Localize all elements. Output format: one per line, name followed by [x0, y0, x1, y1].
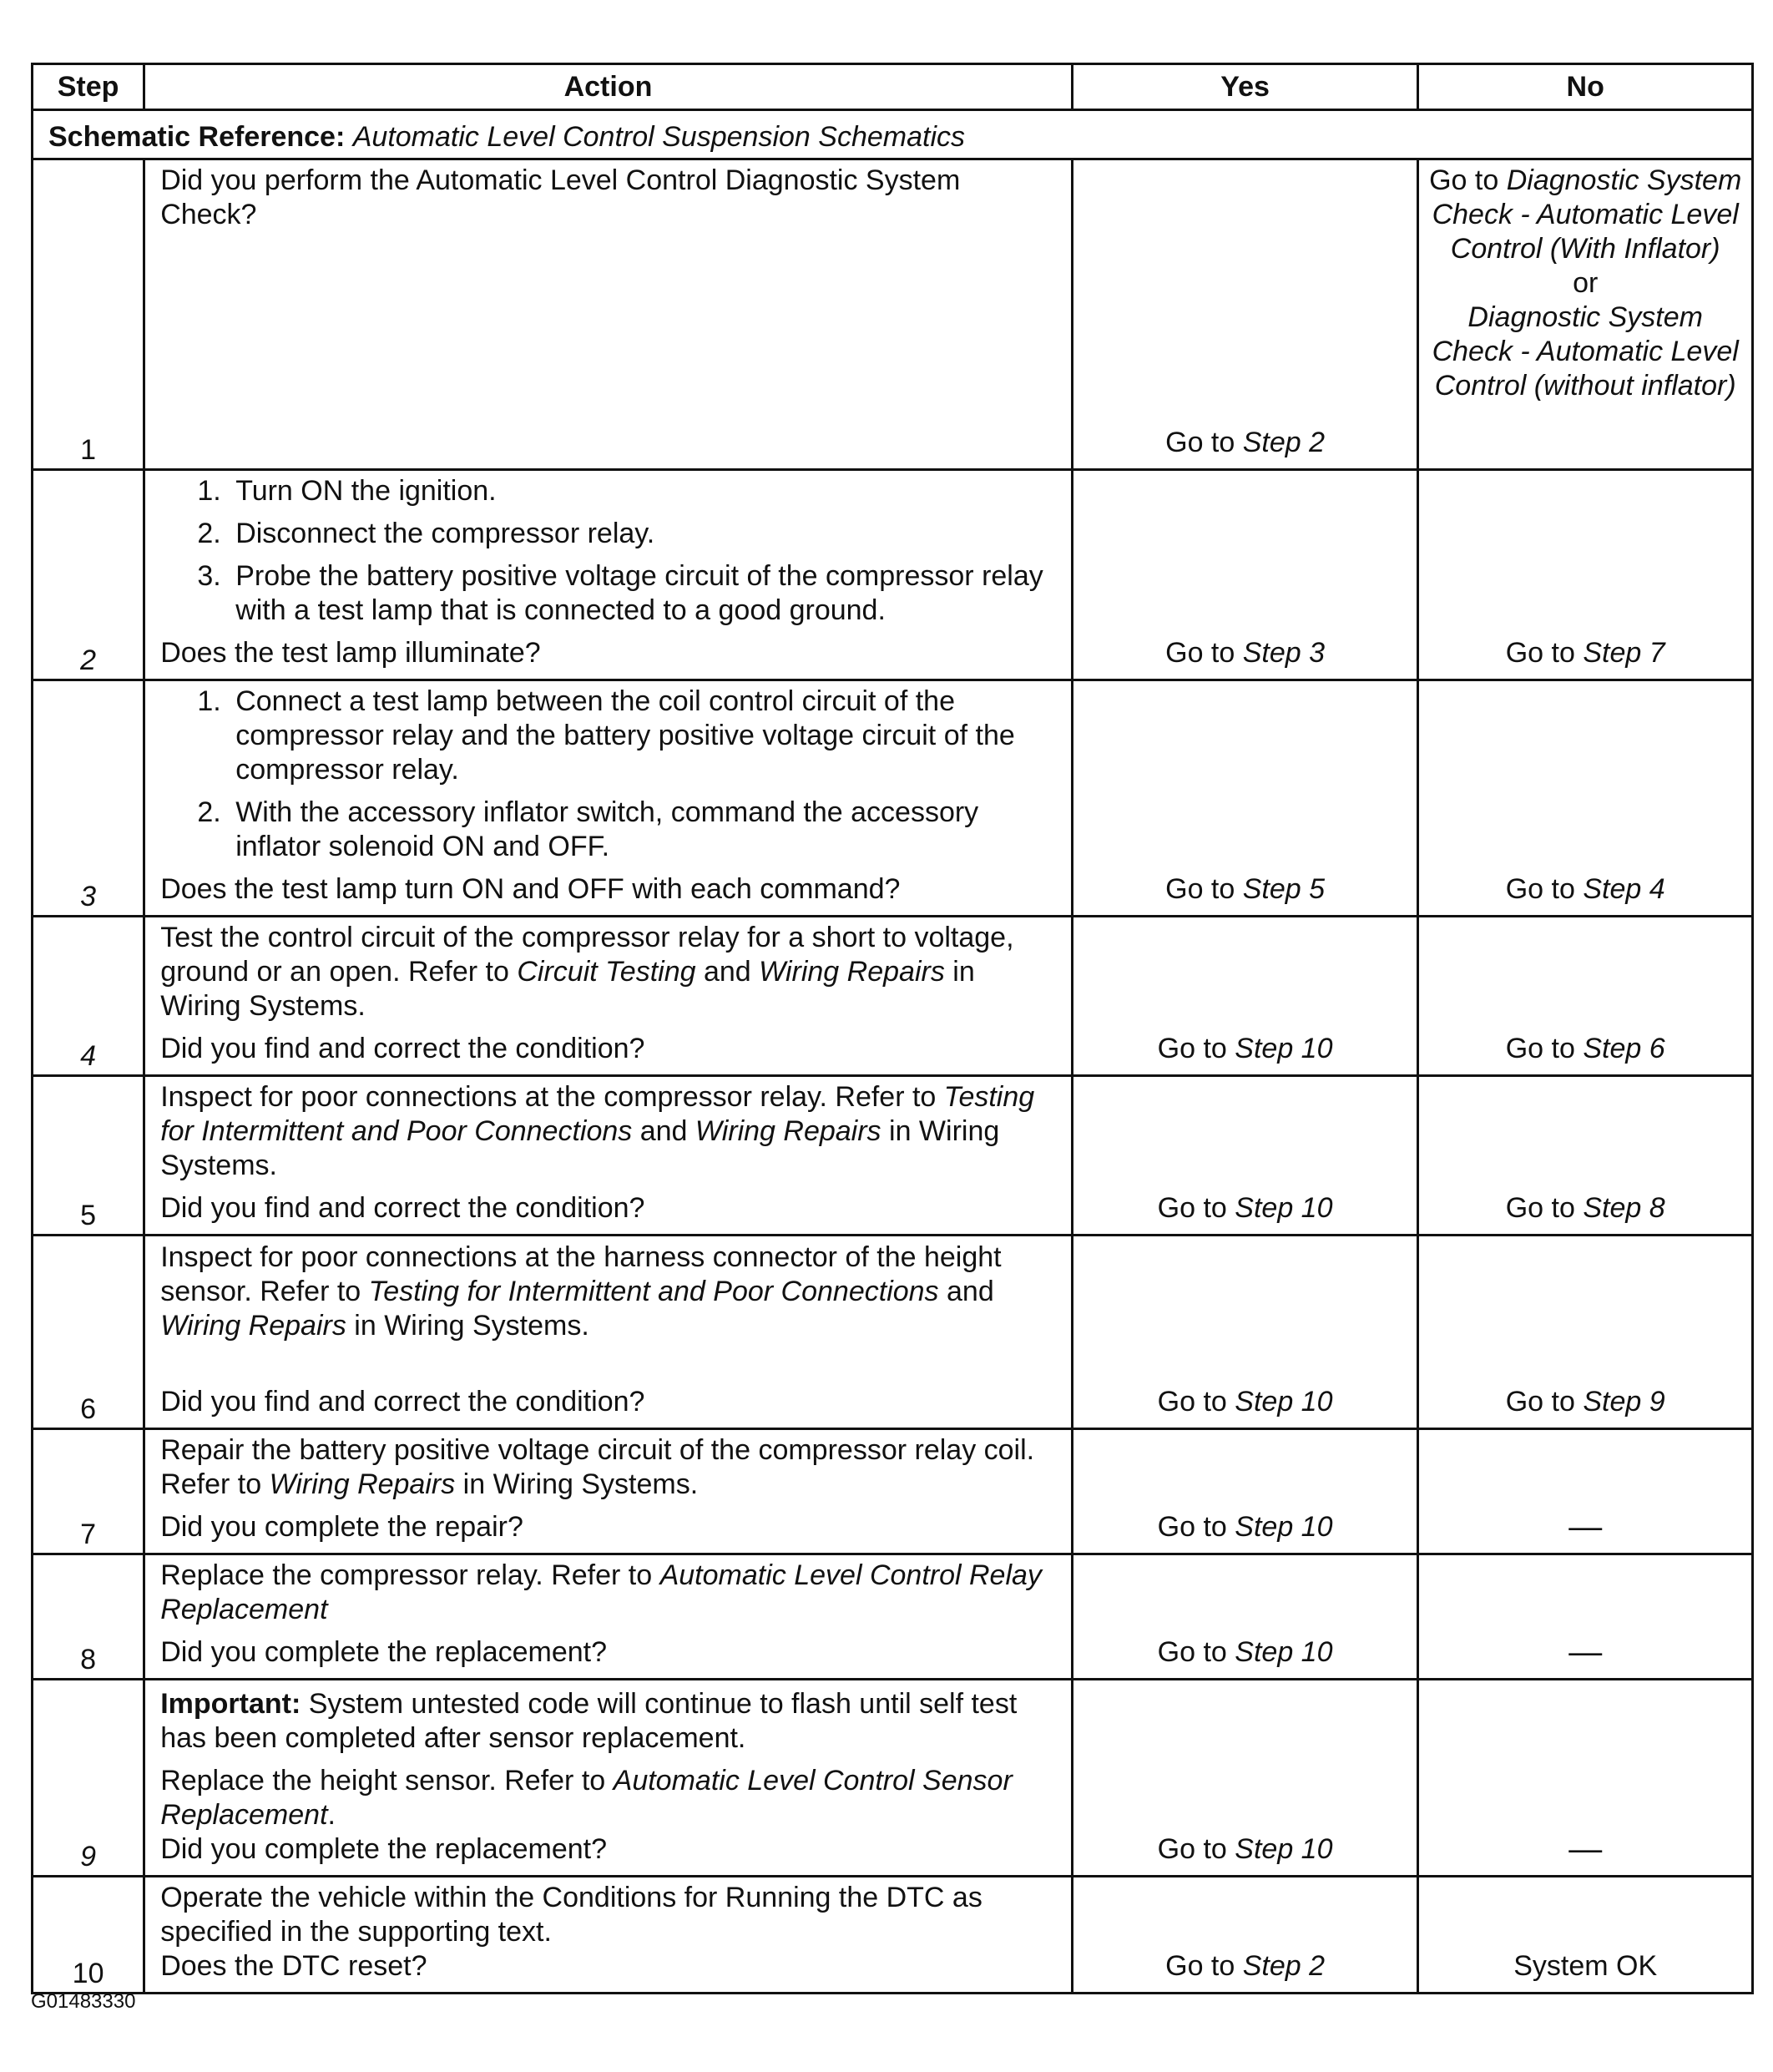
figure-id: G01483330: [31, 1990, 136, 2013]
yes-step-link[interactable]: Step 10: [1235, 1833, 1333, 1865]
question: Does the DTC reset?: [160, 1950, 427, 1982]
no-prefix: Go to: [1505, 637, 1584, 669]
no-cell: [1418, 470, 1753, 680]
action-cell: [144, 680, 1073, 917]
no-link-without-inflator[interactable]: Diagnostic System Check - Automatic Level Control (without inflator): [1432, 301, 1739, 402]
list-item: 2. With the accessory inflator switch, command the accessory inflator solenoid ON and OFF.: [229, 796, 1056, 864]
yes-cell: [1072, 470, 1418, 680]
table-row: [33, 917, 1753, 1076]
schematic-row: [33, 110, 1753, 159]
instruction: [160, 1080, 1056, 1183]
action-cell: [144, 1076, 1073, 1236]
no-cell: —: [1418, 1680, 1753, 1877]
yes-cell: [1072, 1554, 1418, 1680]
no-step-link[interactable]: Step 9: [1583, 1386, 1665, 1418]
header-no: No: [1418, 64, 1753, 110]
step-number: 8: [33, 1554, 144, 1680]
yes-cell: [1072, 1429, 1418, 1554]
instruction: [160, 921, 1056, 1023]
table-row: [33, 1429, 1753, 1554]
ref-link[interactable]: Testing for Intermittent and Poor Connections: [368, 1276, 939, 1307]
yes-step-link[interactable]: Step 10: [1235, 1636, 1333, 1668]
table-row: [33, 1877, 1753, 1994]
ref-link[interactable]: Wiring Repairs: [160, 1310, 346, 1342]
yes-prefix: Go to: [1157, 1833, 1235, 1865]
no-prefix: Go to: [1505, 1386, 1584, 1418]
yes-prefix: Go to: [1157, 1386, 1235, 1418]
text-span: Inspect for poor connections at the harness connector of the height sensor. Refer to: [160, 1241, 1002, 1307]
no-step-link[interactable]: Step 6: [1583, 1033, 1665, 1064]
action-cell: [144, 1429, 1073, 1554]
ref-link[interactable]: Testing for Intermittent and Poor Connections: [160, 1081, 1035, 1147]
yes-step-link[interactable]: Step 10: [1235, 1386, 1333, 1418]
header-action: Action: [144, 64, 1073, 110]
no-step-link[interactable]: Step 7: [1583, 637, 1665, 669]
text-span: Replace the height sensor. Refer to: [160, 1765, 614, 1797]
step-number: 2: [33, 470, 144, 680]
yes-step-link[interactable]: Step 5: [1242, 873, 1326, 905]
question: Does the test lamp turn ON and OFF with each command?: [160, 873, 901, 905]
step-number: 4: [33, 917, 144, 1076]
yes-cell: [1072, 1236, 1418, 1429]
action-cell: [144, 1554, 1073, 1680]
ref-link[interactable]: Wiring Repairs: [269, 1468, 456, 1500]
table-row: [33, 470, 1753, 680]
no-link-inflator[interactable]: Diagnostic System Check - Automatic Level Control (With Inflator): [1432, 164, 1742, 265]
important-label: Important:: [160, 1688, 301, 1720]
header-row: [33, 64, 1753, 110]
important-note: [160, 1687, 1056, 1756]
text-span: and: [695, 956, 760, 988]
yes-step-link[interactable]: Step 10: [1235, 1511, 1333, 1543]
ref-link[interactable]: Wiring Repairs: [759, 956, 945, 988]
no-cell: [1418, 917, 1753, 1076]
table-row: [33, 159, 1753, 470]
yes-cell: [1072, 159, 1418, 470]
yes-prefix: Go to: [1165, 427, 1243, 458]
text-span: Replace the compressor relay. Refer to: [160, 1559, 660, 1591]
header-yes: Yes: [1072, 64, 1418, 110]
step-number: 9: [33, 1680, 144, 1877]
action-cell: [144, 470, 1073, 680]
text-span: and: [938, 1276, 994, 1307]
text-span: Test the control circuit of the compressor relay for a short to voltage, ground or an open. Refer to: [160, 922, 1014, 988]
list-item: 2. Disconnect the compressor relay.: [229, 517, 1056, 551]
action-cell: [144, 1877, 1073, 1994]
no-step-link[interactable]: Step 4: [1583, 873, 1665, 905]
yes-cell: [1072, 917, 1418, 1076]
important-text: System untested code will continue to flash until self test has been completed after sensor replacement.: [160, 1688, 1018, 1754]
yes-prefix: Go to: [1157, 1033, 1235, 1064]
question: Did you find and correct the condition?: [160, 1192, 645, 1224]
no-cell: [1418, 1236, 1753, 1429]
yes-cell: [1072, 680, 1418, 917]
list-item: 1. Connect a test lamp between the coil control circuit of the compressor relay and the battery positive voltage circuit of the compressor relay.: [229, 685, 1056, 787]
yes-prefix: Go to: [1165, 637, 1243, 669]
text-span: in Wiring Systems.: [346, 1310, 589, 1342]
question: Did you complete the replacement?: [160, 1636, 608, 1668]
list-item: 3. Probe the battery positive voltage circuit of the compressor relay with a test lamp that is connected to a good ground.: [229, 559, 1056, 628]
action-cell: [144, 1236, 1073, 1429]
no-cell: [1418, 1076, 1753, 1236]
step-number: 10: [33, 1877, 144, 1994]
question: Did you find and correct the condition?: [160, 1033, 645, 1064]
action-list: [160, 685, 1056, 864]
no-cell: [1418, 159, 1753, 470]
table-row: [33, 1236, 1753, 1429]
question: Did you complete the replacement?: [160, 1833, 608, 1865]
action-cell: [144, 1680, 1073, 1877]
no-cell: System OK: [1418, 1877, 1753, 1994]
table-row: [33, 1680, 1753, 1877]
text-span: Repair the battery positive voltage circuit of the compressor relay coil. Refer to: [160, 1434, 1035, 1500]
yes-prefix: Go to: [1157, 1636, 1235, 1668]
ref-link[interactable]: Wiring Repairs: [695, 1115, 881, 1147]
yes-prefix: Go to: [1165, 1950, 1243, 1982]
text-span: .: [327, 1799, 336, 1831]
action-cell: [144, 917, 1073, 1076]
question: Did you find and correct the condition?: [160, 1386, 645, 1418]
yes-step-link[interactable]: Step 3: [1242, 637, 1326, 669]
diagnostic-table: [31, 63, 1754, 1994]
question: Did you perform the Automatic Level Control Diagnostic System Check?: [160, 164, 961, 230]
no-prefix: Go to: [1505, 1192, 1584, 1224]
step-number: 7: [33, 1429, 144, 1554]
ref-link[interactable]: Circuit Testing: [517, 956, 696, 988]
instruction: Operate the vehicle within the Conditions for Running the DTC as specified in the supporting text.: [160, 1882, 982, 1948]
schematic-label: Schematic Reference:: [48, 121, 346, 153]
instruction: [160, 1764, 1056, 1832]
step-number: 1: [33, 159, 144, 470]
header-step: Step: [33, 64, 144, 110]
step-number: 3: [33, 680, 144, 917]
action-list: [160, 474, 1056, 628]
yes-prefix: Go to: [1157, 1192, 1235, 1224]
text-span: in Wiring Systems.: [455, 1468, 699, 1500]
yes-step-link[interactable]: Step 2: [1242, 427, 1326, 458]
instruction: [160, 1559, 1056, 1627]
no-prefix: Go to: [1505, 873, 1584, 905]
no-or: or: [1573, 267, 1599, 299]
list-item: 1. Turn ON the ignition.: [229, 474, 1056, 508]
no-step-link[interactable]: Step 8: [1583, 1192, 1665, 1224]
text-span: in Wiring Systems.: [160, 956, 975, 1022]
ref-link[interactable]: Automatic Level Control Relay Replacement: [160, 1559, 1042, 1625]
step-number: 5: [33, 1076, 144, 1236]
instruction: [160, 1241, 1056, 1343]
step-number: 6: [33, 1236, 144, 1429]
schematic-reference: [33, 110, 1753, 159]
yes-step-link[interactable]: Step 10: [1235, 1033, 1333, 1064]
ref-link[interactable]: Automatic Level Control Sensor Replacement: [160, 1765, 1013, 1831]
table-row: [33, 680, 1753, 917]
yes-cell: [1072, 1076, 1418, 1236]
yes-cell: [1072, 1877, 1418, 1994]
schematic-link[interactable]: Automatic Level Control Suspension Schematics: [352, 121, 965, 153]
yes-cell: [1072, 1680, 1418, 1877]
no-cell: [1418, 680, 1753, 917]
table-row: [33, 1554, 1753, 1680]
yes-prefix: Go to: [1157, 1511, 1235, 1543]
no-cell: —: [1418, 1429, 1753, 1554]
yes-step-link[interactable]: Step 2: [1242, 1950, 1326, 1982]
action-cell: [144, 159, 1073, 470]
text-span: and: [632, 1115, 695, 1147]
no-cell: —: [1418, 1554, 1753, 1680]
question: Did you complete the repair?: [160, 1511, 523, 1543]
text-span: Inspect for poor connections at the compressor relay. Refer to: [160, 1081, 944, 1113]
table-row: [33, 1076, 1753, 1236]
no-prefix: Go to: [1505, 1033, 1584, 1064]
instruction: [160, 1433, 1056, 1502]
question: Does the test lamp illuminate?: [160, 637, 541, 669]
no-prefix: Go to: [1429, 164, 1507, 196]
text-span: in Wiring Systems.: [160, 1115, 1000, 1181]
yes-step-link[interactable]: Step 10: [1235, 1192, 1333, 1224]
yes-prefix: Go to: [1165, 873, 1243, 905]
